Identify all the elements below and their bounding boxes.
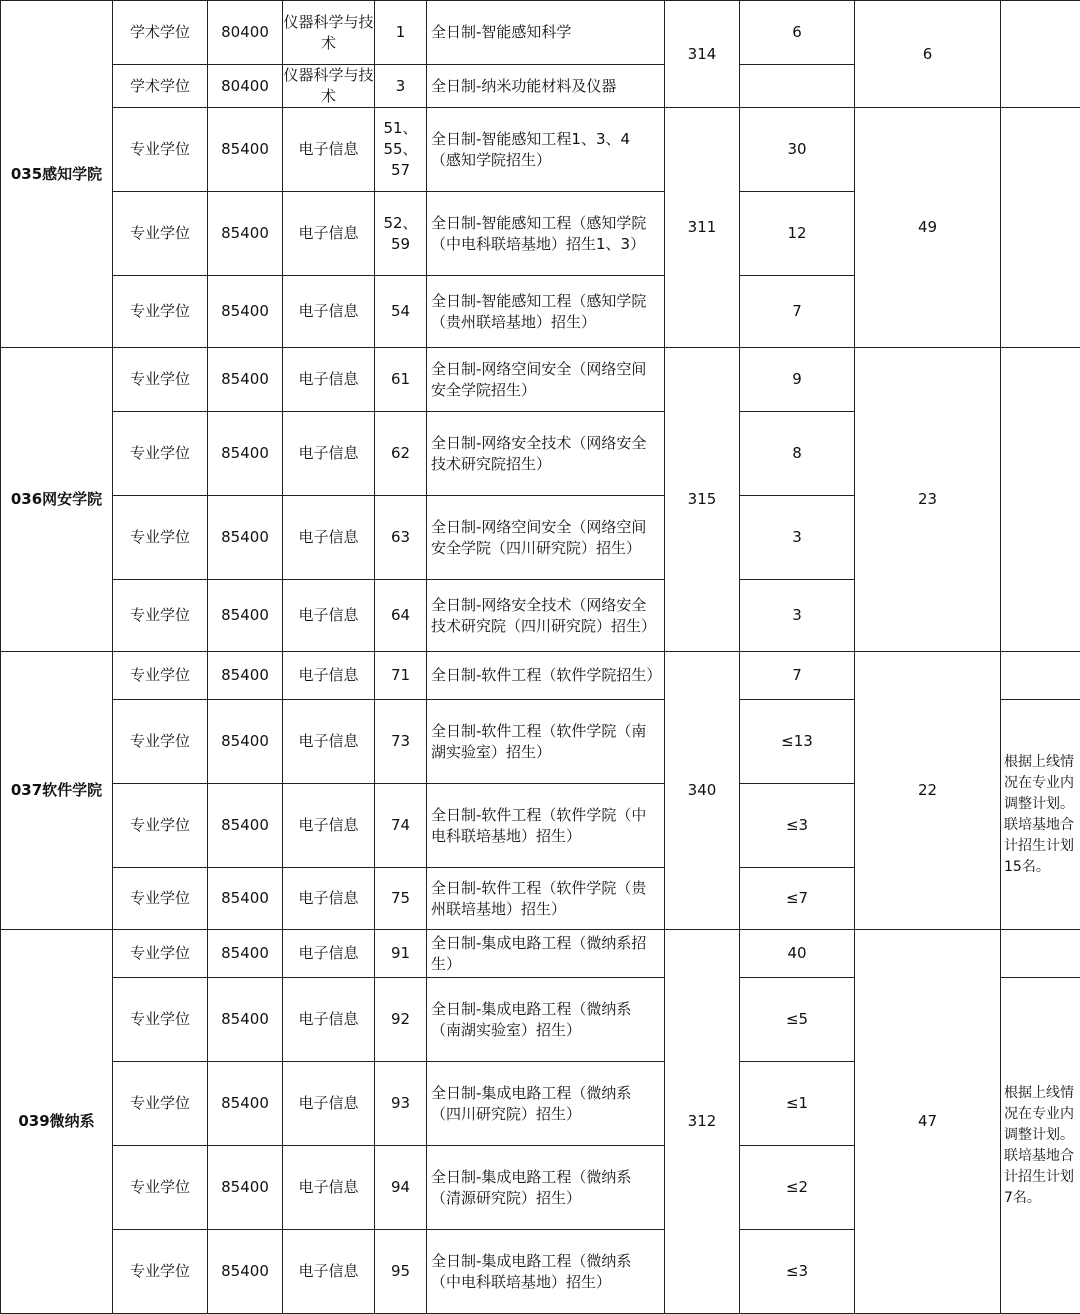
direction-name: 全日制-网络安全技术（网络安全技术研究院（四川研究院）招生） <box>427 580 665 652</box>
major-code: 85400 <box>208 700 283 784</box>
min-score: 314 <box>665 1 740 108</box>
plan-count: 40 <box>740 930 855 978</box>
plan-count: 8 <box>740 412 855 496</box>
degree-type: 专业学位 <box>113 1146 208 1230</box>
direction-code: 74 <box>375 784 427 868</box>
degree-type: 专业学位 <box>113 652 208 700</box>
table-row <box>1 108 1080 192</box>
major-code: 85400 <box>208 1230 283 1314</box>
major-code: 85400 <box>208 1146 283 1230</box>
major-name: 电子信息 <box>283 652 375 700</box>
major-name: 电子信息 <box>283 348 375 412</box>
direction-code: 94 <box>375 1146 427 1230</box>
major-name: 电子信息 <box>283 276 375 348</box>
table-row <box>1 348 1080 412</box>
degree-type: 专业学位 <box>113 496 208 580</box>
major-name: 电子信息 <box>283 580 375 652</box>
direction-name: 全日制-集成电路工程（微纳系（中电科联培基地）招生） <box>427 1230 665 1314</box>
major-code: 85400 <box>208 496 283 580</box>
direction-name: 全日制-纳米功能材料及仪器 <box>427 65 665 108</box>
min-score: 311 <box>665 108 740 348</box>
major-name: 电子信息 <box>283 1062 375 1146</box>
degree-type: 专业学位 <box>113 1062 208 1146</box>
min-score: 315 <box>665 348 740 652</box>
major-code: 80400 <box>208 65 283 108</box>
plan-count: ≤2 <box>740 1146 855 1230</box>
direction-code: 75 <box>375 868 427 930</box>
total-plan: 47 <box>855 930 1001 1314</box>
dept-name: 039微纳系 <box>1 930 113 1314</box>
plan-count: ≤1 <box>740 1062 855 1146</box>
direction-code: 73 <box>375 700 427 784</box>
major-code: 85400 <box>208 412 283 496</box>
direction-code: 63 <box>375 496 427 580</box>
direction-name: 全日制-网络安全技术（网络安全技术研究院招生） <box>427 412 665 496</box>
plan-count: 7 <box>740 652 855 700</box>
plan-count: ≤3 <box>740 784 855 868</box>
plan-count: 9 <box>740 348 855 412</box>
total-plan: 6 <box>855 1 1001 108</box>
note <box>1001 108 1080 348</box>
major-code: 85400 <box>208 978 283 1062</box>
degree-type: 专业学位 <box>113 580 208 652</box>
major-code: 85400 <box>208 652 283 700</box>
degree-type: 学术学位 <box>113 65 208 108</box>
major-code: 85400 <box>208 108 283 192</box>
table-row <box>1 930 1080 978</box>
major-name: 电子信息 <box>283 700 375 784</box>
direction-name: 全日制-智能感知工程（感知学院（贵州联培基地）招生） <box>427 276 665 348</box>
degree-type: 专业学位 <box>113 700 208 784</box>
plan-count: 12 <box>740 192 855 276</box>
degree-type: 专业学位 <box>113 784 208 868</box>
direction-code: 95 <box>375 1230 427 1314</box>
direction-name: 全日制-智能感知工程1、3、4（感知学院招生） <box>427 108 665 192</box>
plan-count: ≤5 <box>740 978 855 1062</box>
direction-name: 全日制-集成电路工程（微纳系（清源研究院）招生） <box>427 1146 665 1230</box>
major-name: 电子信息 <box>283 412 375 496</box>
direction-code: 61 <box>375 348 427 412</box>
direction-name: 全日制-软件工程（软件学院（南湖实验室）招生） <box>427 700 665 784</box>
plan-count <box>740 65 855 108</box>
direction-name: 全日制-软件工程（软件学院（中电科联培基地）招生） <box>427 784 665 868</box>
plan-count: 3 <box>740 580 855 652</box>
note <box>1001 348 1080 652</box>
direction-code: 51、55、57 <box>375 108 427 192</box>
direction-name: 全日制-集成电路工程（微纳系招生） <box>427 930 665 978</box>
plan-count: ≤7 <box>740 868 855 930</box>
direction-code: 91 <box>375 930 427 978</box>
degree-type: 学术学位 <box>113 1 208 65</box>
direction-code: 64 <box>375 580 427 652</box>
major-code: 85400 <box>208 192 283 276</box>
major-code: 85400 <box>208 1062 283 1146</box>
direction-code: 93 <box>375 1062 427 1146</box>
min-score: 312 <box>665 930 740 1314</box>
major-code: 85400 <box>208 580 283 652</box>
major-name: 电子信息 <box>283 978 375 1062</box>
major-name: 电子信息 <box>283 1146 375 1230</box>
direction-name: 全日制-智能感知科学 <box>427 1 665 65</box>
degree-type: 专业学位 <box>113 930 208 978</box>
direction-name: 全日制-集成电路工程（微纳系（南湖实验室）招生） <box>427 978 665 1062</box>
direction-code: 92 <box>375 978 427 1062</box>
major-code: 85400 <box>208 348 283 412</box>
major-name: 电子信息 <box>283 930 375 978</box>
direction-name: 全日制-软件工程（软件学院招生） <box>427 652 665 700</box>
total-plan: 23 <box>855 348 1001 652</box>
major-name: 仪器科学与技术 <box>283 1 375 65</box>
direction-code: 71 <box>375 652 427 700</box>
direction-code: 3 <box>375 65 427 108</box>
degree-type: 专业学位 <box>113 1230 208 1314</box>
degree-type: 专业学位 <box>113 108 208 192</box>
direction-name: 全日制-集成电路工程（微纳系（四川研究院）招生） <box>427 1062 665 1146</box>
major-name: 电子信息 <box>283 1230 375 1314</box>
note <box>1001 1 1080 108</box>
direction-name: 全日制-软件工程（软件学院（贵州联培基地）招生） <box>427 868 665 930</box>
major-name: 电子信息 <box>283 784 375 868</box>
degree-type: 专业学位 <box>113 348 208 412</box>
plan-count: 7 <box>740 276 855 348</box>
note: 根据上线情况在专业内调整计划。联培基地合计招生计划15名。 <box>1001 700 1080 930</box>
major-code: 85400 <box>208 784 283 868</box>
min-score: 340 <box>665 652 740 930</box>
degree-type: 专业学位 <box>113 192 208 276</box>
plan-count: ≤13 <box>740 700 855 784</box>
direction-code: 1 <box>375 1 427 65</box>
dept-name: 036网安学院 <box>1 348 113 652</box>
major-name: 电子信息 <box>283 868 375 930</box>
major-code: 85400 <box>208 868 283 930</box>
major-code: 80400 <box>208 1 283 65</box>
total-plan: 22 <box>855 652 1001 930</box>
major-name: 电子信息 <box>283 108 375 192</box>
note: 根据上线情况在专业内调整计划。联培基地合计招生计划7名。 <box>1001 978 1080 1314</box>
major-name: 仪器科学与技术 <box>283 65 375 108</box>
note <box>1001 652 1080 700</box>
direction-name: 全日制-网络空间安全（网络空间安全学院（四川研究院）招生） <box>427 496 665 580</box>
table-row <box>1 1 1080 65</box>
table-row <box>1 652 1080 700</box>
plan-count: 30 <box>740 108 855 192</box>
direction-code: 52、59 <box>375 192 427 276</box>
plan-count: ≤3 <box>740 1230 855 1314</box>
note <box>1001 930 1080 978</box>
degree-type: 专业学位 <box>113 868 208 930</box>
direction-code: 54 <box>375 276 427 348</box>
degree-type: 专业学位 <box>113 978 208 1062</box>
direction-name: 全日制-网络空间安全（网络空间安全学院招生） <box>427 348 665 412</box>
dept-name: 035感知学院 <box>1 1 113 348</box>
major-name: 电子信息 <box>283 192 375 276</box>
direction-name: 全日制-智能感知工程（感知学院（中电科联培基地）招生1、3） <box>427 192 665 276</box>
plan-count: 6 <box>740 1 855 65</box>
total-plan: 49 <box>855 108 1001 348</box>
major-name: 电子信息 <box>283 496 375 580</box>
dept-name: 037软件学院 <box>1 652 113 930</box>
major-code: 85400 <box>208 930 283 978</box>
major-code: 85400 <box>208 276 283 348</box>
degree-type: 专业学位 <box>113 412 208 496</box>
plan-count: 3 <box>740 496 855 580</box>
direction-code: 62 <box>375 412 427 496</box>
degree-type: 专业学位 <box>113 276 208 348</box>
